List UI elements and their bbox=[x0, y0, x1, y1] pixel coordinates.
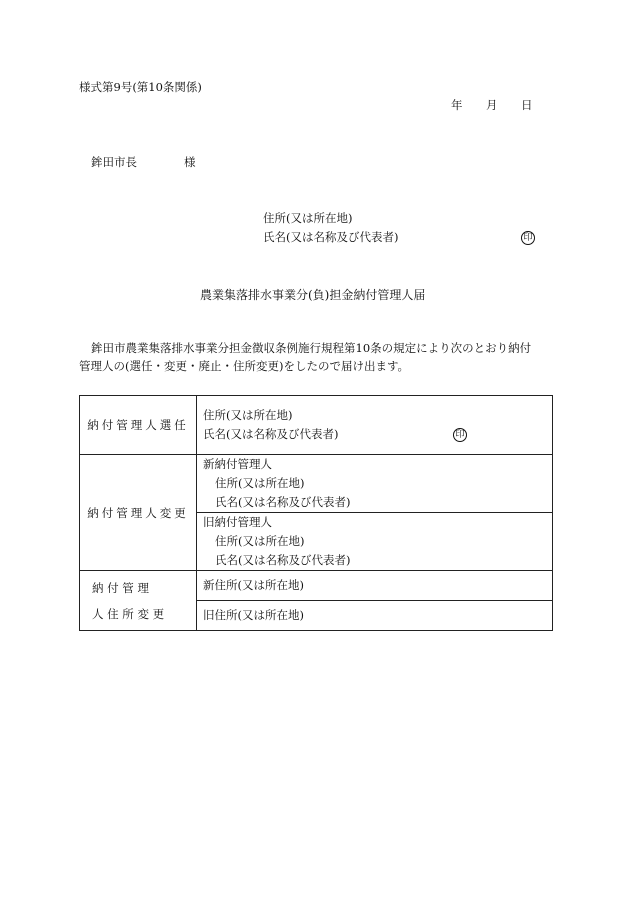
address-change-label bbox=[80, 571, 197, 631]
change-old-name: 氏名(又は名称及び代表者) bbox=[215, 553, 351, 567]
body-text-line-1: 鉾田市農業集落排水事業分担金徴収条例施行規程第10条の規定により次のとおり納付 bbox=[91, 341, 532, 355]
appointment-name-line bbox=[197, 425, 552, 444]
applicant-address-label: 住所(又は所在地) bbox=[263, 211, 353, 225]
appointment-label: 納付管理人選任 bbox=[80, 396, 197, 455]
manager-form-table bbox=[79, 395, 553, 631]
appointment-row bbox=[80, 396, 553, 455]
change-old-heading: 旧納付管理人 bbox=[203, 515, 272, 529]
form-number: 様式第9号(第10条関係) bbox=[79, 80, 202, 94]
applicant-name-label: 氏名(又は名称及び代表者) bbox=[263, 230, 399, 244]
address-change-old-cell bbox=[197, 601, 553, 631]
address-change-label-line-2: 人 住 所 変 更 bbox=[92, 606, 165, 621]
addressee-honorific: 様 bbox=[184, 155, 196, 169]
applicant-seal-icon: 印 bbox=[521, 231, 535, 245]
change-new-name: 氏名(又は名称及び代表者) bbox=[215, 495, 351, 509]
change-new-row bbox=[80, 455, 553, 513]
change-new-content bbox=[197, 455, 553, 513]
appointment-content bbox=[197, 396, 553, 455]
date-day-label: 日 bbox=[521, 98, 533, 112]
address-change-new-row bbox=[80, 571, 553, 601]
document-title: 農業集落排水事業分(負)担金納付管理人届 bbox=[200, 288, 426, 302]
appointment-name: 氏名(又は名称及び代表者) bbox=[203, 427, 339, 441]
change-new-address: 住所(又は所在地) bbox=[215, 476, 305, 490]
change-label: 納付管理人変更 bbox=[80, 455, 197, 571]
change-old-address: 住所(又は所在地) bbox=[215, 534, 305, 548]
change-old-content bbox=[197, 513, 553, 571]
address-change-new-cell bbox=[197, 571, 553, 601]
address-change-new-address: 新住所(又は所在地) bbox=[203, 578, 304, 592]
date-month-label: 月 bbox=[486, 98, 498, 112]
address-change-label-line-1: 納 付 管 理 bbox=[92, 580, 149, 595]
change-new-heading: 新納付管理人 bbox=[203, 457, 272, 471]
addressee-mayor: 鉾田市長 bbox=[91, 155, 137, 169]
date-year-label: 年 bbox=[451, 98, 463, 112]
body-text-line-2: 管理人の(選任・変更・廃止・住所変更)をしたので届け出ます。 bbox=[79, 359, 410, 373]
appointment-seal-icon: 印 bbox=[453, 428, 467, 442]
address-change-old-address: 旧住所(又は所在地) bbox=[203, 608, 304, 622]
appointment-address: 住所(又は所在地) bbox=[203, 408, 293, 422]
